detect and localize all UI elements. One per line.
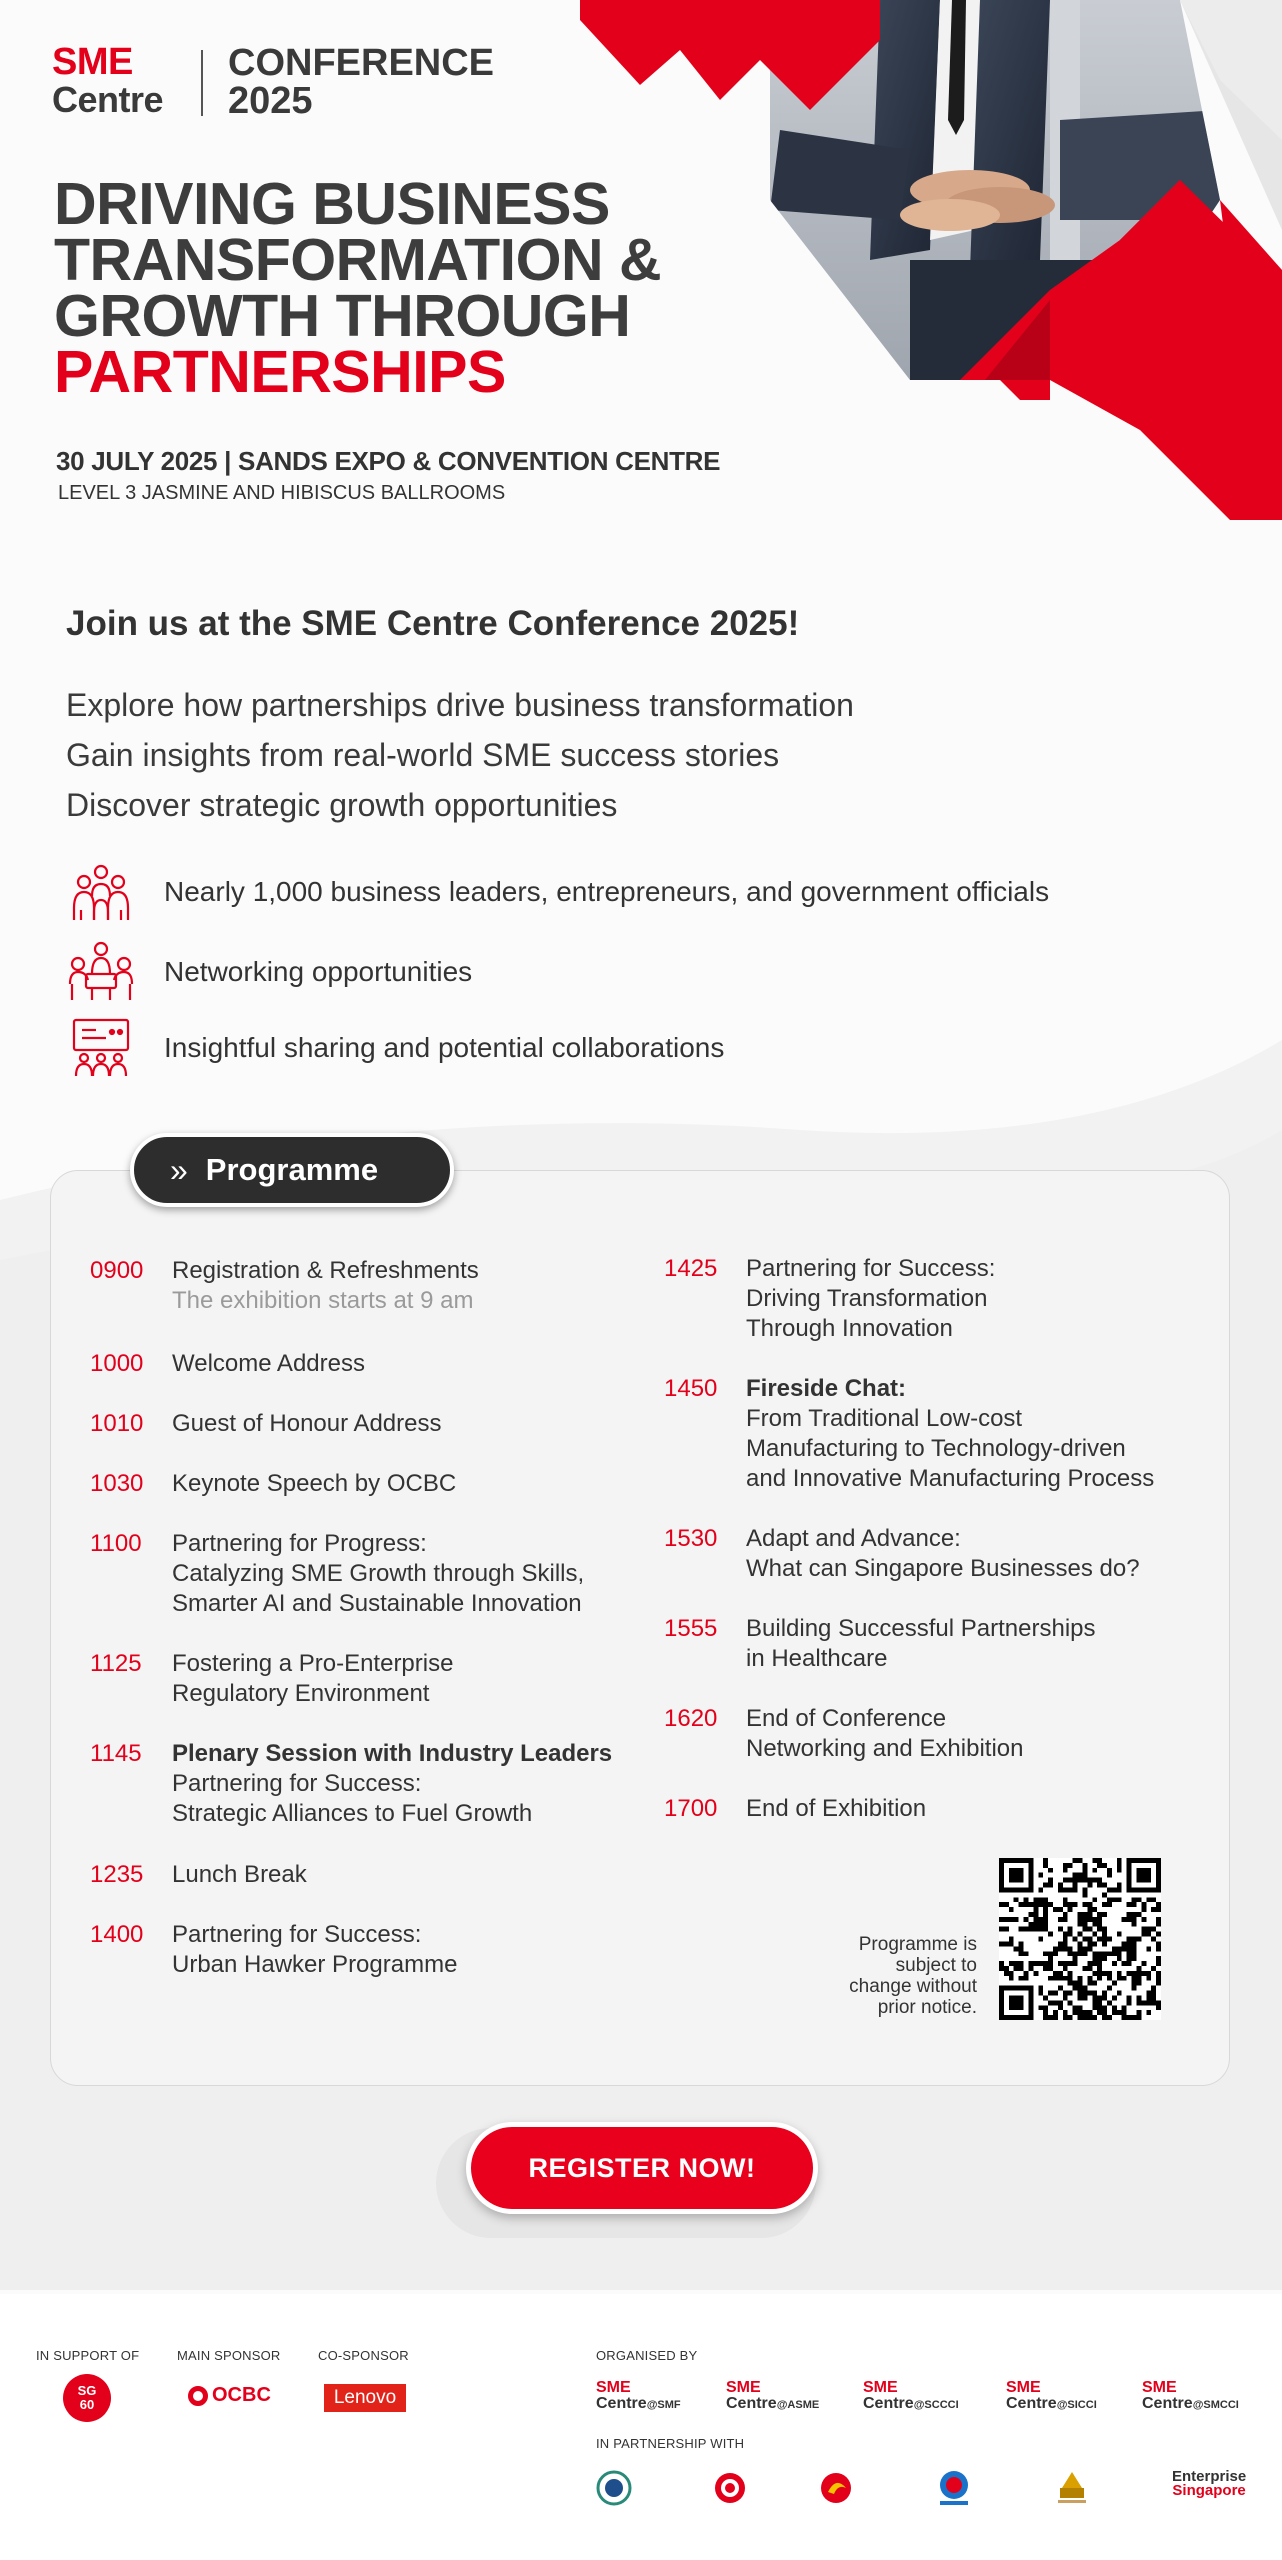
headline-line-1: DRIVING BUSINESS [54, 171, 610, 237]
logo-year: 2025 [228, 80, 313, 122]
co-sponsor-label: CO-SPONSOR [318, 2348, 409, 2363]
headline-line-2: TRANSFORMATION & [54, 227, 662, 293]
intro-line-3: Discover strategic growth opportunities [66, 787, 618, 823]
feature-text-1: Nearly 1,000 business leaders, entrepreneurs, and government officials [164, 876, 1050, 907]
schedule-item-1145 [90, 1739, 612, 1829]
logo-sme: SME [52, 41, 133, 83]
in-support-of-label: IN SUPPORT OF [36, 2348, 140, 2363]
headline-highlight: PARTNERSHIPS [54, 339, 506, 405]
sicci-partner-icon [934, 2468, 974, 2508]
schedule-line: Through Innovation [746, 1315, 953, 1342]
schedule-item-1555 [664, 1614, 1096, 1674]
double-chevron-right-icon: » [170, 1152, 188, 1188]
schedule-item-1450 [664, 1374, 1154, 1494]
schedule-line: Urban Hawker Programme [172, 1951, 458, 1978]
schedule-time: 1400 [90, 1921, 144, 1948]
schedule-time: 1620 [664, 1705, 718, 1732]
schedule-line: and Innovative Manufacturing Process [746, 1465, 1155, 1492]
qr-code[interactable] [999, 1858, 1161, 2020]
schedule-item-1400 [90, 1920, 457, 1980]
schedule-item-1010 [90, 1409, 441, 1439]
schedule-item-1620 [664, 1704, 1024, 1764]
asme-partner-icon [710, 2468, 750, 2508]
main-sponsor-label: MAIN SPONSOR [177, 2348, 281, 2363]
feature-row-1 [66, 860, 1049, 924]
sccci-partner-icon [816, 2468, 856, 2508]
register-now-button[interactable]: REGISTER NOW! [466, 2122, 818, 2214]
schedule-line: Registration & Refreshments [172, 1257, 479, 1284]
schedule-time: 1700 [664, 1795, 718, 1822]
organised-by-label: ORGANISED BY [596, 2348, 698, 2363]
headline-line-3: GROWTH THROUGH [54, 283, 631, 349]
schedule-time: 1450 [664, 1375, 718, 1402]
schedule-bold-title: Fireside Chat: [746, 1375, 907, 1402]
schedule-line: What can Singapore Businesses do? [746, 1555, 1140, 1582]
schedule-line: Strategic Alliances to Fuel Growth [172, 1800, 533, 1827]
schedule-bold-title: Plenary Session with Industry Leaders [172, 1740, 613, 1767]
feature-text-3: Insightful sharing and potential collaborations [164, 1032, 725, 1063]
intro-line-1: Explore how partnerships drive business transformation [66, 687, 854, 723]
schedule-time: 1000 [90, 1350, 144, 1377]
programme-change-note: Programme is subject to change without prior notice. [849, 1934, 977, 2018]
schedule-item-1425 [664, 1254, 995, 1344]
schedule-time: 0900 [90, 1257, 144, 1284]
hero-photo-graphic [580, 0, 1282, 530]
ocbc-mark-icon [188, 2386, 208, 2406]
intro-line-2: Gain insights from real-world SME success stories [66, 737, 780, 773]
schedule-line: Guest of Honour Address [172, 1410, 442, 1437]
schedule-item-1700 [664, 1794, 926, 1824]
schedule-line: Fostering a Pro-Enterprise [172, 1650, 454, 1677]
lenovo-logo: Lenovo [324, 2384, 406, 2412]
schedule-item-1235 [90, 1860, 307, 1890]
people-group-icon [66, 860, 136, 924]
organiser-logo-asme: SME Centre@ASME [726, 2379, 820, 2412]
schedule-line: From Traditional Low-cost [746, 1405, 1023, 1432]
programme-title-pill [130, 1133, 454, 1207]
schedule-line: Keynote Speech by OCBC [172, 1470, 457, 1497]
schedule-item-0900 [90, 1256, 479, 1316]
venue-rooms: LEVEL 3 JASMINE AND HIBISCUS BALLROOMS [58, 482, 506, 504]
schedule-item-1030 [90, 1469, 456, 1499]
organiser-logo-smf: SME Centre@SMF [596, 2379, 681, 2412]
schedule-time: 1235 [90, 1861, 144, 1888]
intro-lines [66, 680, 854, 830]
logo-conference: CONFERENCE [228, 42, 495, 84]
date-venue: 30 JULY 2025 | SANDS EXPO & CONVENTION CENTRE [56, 446, 721, 476]
schedule-line: Catalyzing SME Growth through Skills, [172, 1560, 585, 1587]
schedule-line: End of Conference [746, 1705, 947, 1732]
schedule-time: 1030 [90, 1470, 144, 1497]
schedule-time: 1010 [90, 1410, 144, 1437]
schedule-time: 1530 [664, 1525, 718, 1552]
networking-table-icon [66, 940, 136, 1004]
schedule-item-1125 [90, 1649, 453, 1709]
schedule-line: Networking and Exhibition [746, 1735, 1024, 1762]
schedule-subnote: The exhibition starts at 9 am [172, 1287, 474, 1314]
schedule-line: Adapt and Advance: [746, 1525, 961, 1552]
schedule-item-1100 [90, 1529, 584, 1619]
schedule-item-1000 [90, 1349, 365, 1379]
schedule-time: 1145 [90, 1740, 142, 1767]
schedule-line: Smarter AI and Sustainable Innovation [172, 1590, 582, 1617]
logo-centre: Centre [52, 79, 164, 120]
schedule-line: Welcome Address [172, 1350, 365, 1377]
smf-partner-icon [594, 2468, 634, 2508]
enterprise-singapore-logo: Enterprise Singapore [1172, 2468, 1247, 2499]
organiser-logo-sccci: SME Centre@SCCCI [863, 2379, 959, 2412]
schedule-line: in Healthcare [746, 1645, 888, 1672]
organiser-logo-sicci: SME Centre@SICCI [1006, 2379, 1097, 2412]
schedule-line: End of Exhibition [746, 1795, 927, 1822]
schedule-line: Lunch Break [172, 1861, 307, 1888]
sponsors-footer [0, 2294, 1282, 2560]
feature-row-2 [66, 940, 472, 1004]
schedule-time: 1425 [664, 1255, 718, 1282]
sg60-logo: SG 60 [63, 2374, 111, 2422]
organiser-logo-smcci: SME Centre@SMCCI [1142, 2379, 1239, 2412]
schedule-line: Partnering for Progress: [172, 1530, 427, 1557]
join-heading: Join us at the SME Centre Conference 2025! [66, 604, 800, 643]
schedule-time: 1555 [664, 1615, 718, 1642]
schedule-time: 1125 [90, 1650, 142, 1677]
programme-title: Programme [205, 1152, 379, 1187]
logo-divider [201, 50, 203, 116]
feature-text-2: Networking opportunities [164, 956, 473, 987]
smcci-partner-icon [1052, 2468, 1092, 2508]
schedule-item-1530 [664, 1524, 1140, 1584]
schedule-line: Regulatory Environment [172, 1680, 430, 1707]
ocbc-logo: OCBC [188, 2384, 271, 2407]
schedule-line: Partnering for Success: [172, 1770, 422, 1797]
schedule-line: Partnering for Success: [746, 1255, 996, 1282]
schedule-time: 1100 [90, 1530, 142, 1557]
schedule-line: Building Successful Partnerships [746, 1615, 1096, 1642]
schedule-line: Partnering for Success: [172, 1921, 422, 1948]
schedule-line: Driving Transformation [746, 1285, 988, 1312]
schedule-line: Manufacturing to Technology-driven [746, 1435, 1126, 1462]
in-partnership-with-label: IN PARTNERSHIP WITH [596, 2436, 745, 2451]
